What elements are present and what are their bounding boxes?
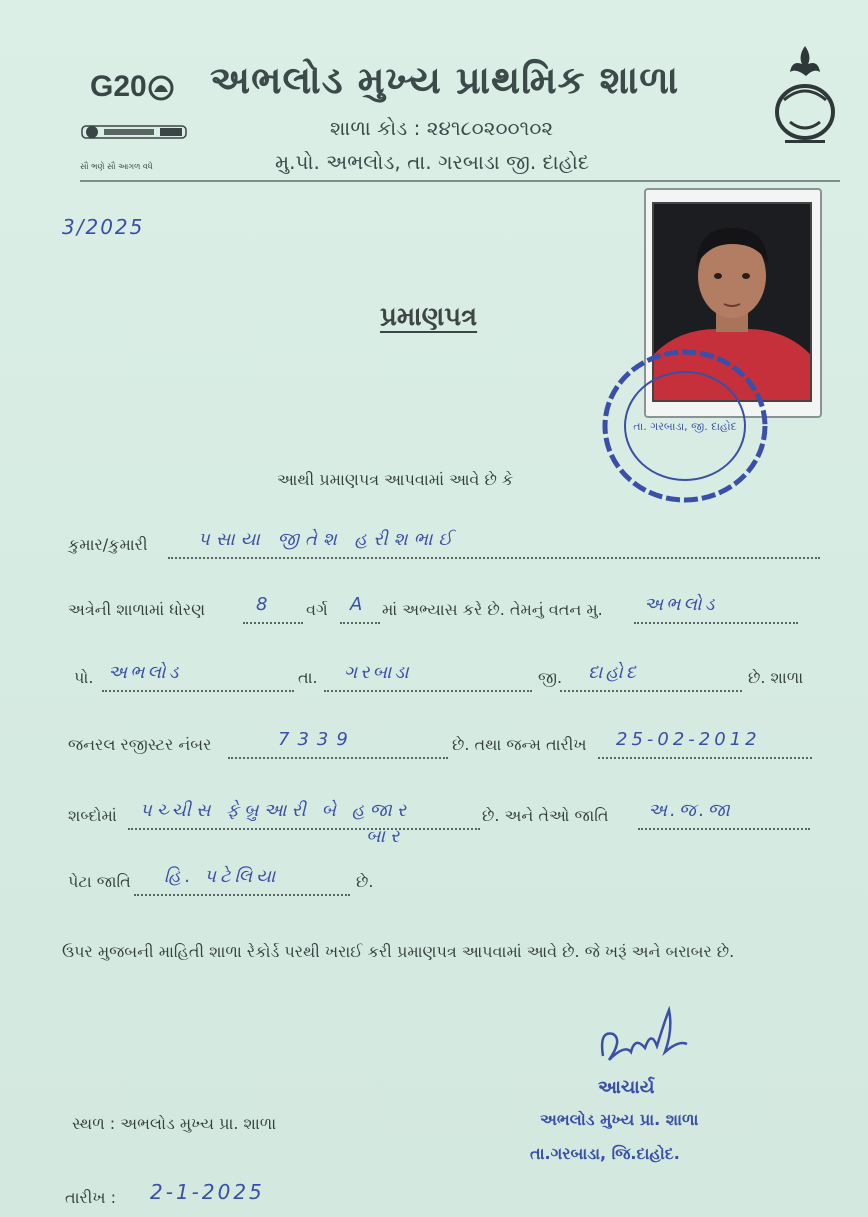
education-campaign-logo	[80, 118, 190, 171]
division-value: A	[350, 594, 363, 615]
g20-logo	[90, 70, 180, 110]
date-value: 2-1-2025	[150, 1180, 265, 1204]
principal-designation: આચાર્ય	[598, 1077, 655, 1098]
school-name: અભલોડ મુખ્ય પ્રાથમિક શાળા	[210, 58, 680, 102]
campaign-emblem-icon	[80, 118, 190, 152]
school-address: મુ.પો. અભલોડ, તા. ગરબાડા જી. દાહોદ	[275, 150, 590, 174]
words-value: પચ્ચીસ ફેબ્રુઆરી બે હજાર	[140, 800, 412, 821]
taluka-value: ગરબાડા	[344, 662, 412, 683]
words-value-line2: બાર	[366, 826, 405, 847]
header-divider	[80, 180, 840, 182]
district-value: દાહોદ	[588, 662, 639, 683]
class-label: અત્રેની શાળામાં ધોરણ	[68, 600, 206, 619]
principal-signature-icon	[595, 1000, 695, 1080]
official-stamp-icon	[600, 346, 770, 506]
subcaste-suffix: છે.	[356, 872, 374, 891]
field-row-class	[68, 594, 828, 630]
po-value: અભલોડ	[108, 662, 182, 683]
words-label: શબ્દોમાં	[68, 806, 117, 825]
caste-value: અ.જ.જા	[648, 800, 733, 821]
gujarat-emblem-icon	[770, 42, 840, 152]
campaign-tagline: સૌ ભણે સૌ આગળ વધે	[80, 162, 153, 171]
dob-value: 25-02-2012	[616, 729, 761, 750]
verification-statement: ઉપર મુજબની માહિતી શાળા રેકોર્ડ પરથી ખરાઈ કરી પ્રમાણપત્ર આપવામાં આવે છે. જે ખરૂં અને બરાબર છે.	[62, 942, 735, 961]
place-line: સ્થળ : અભલોડ મુખ્ય પ્રા. શાળા	[72, 1114, 277, 1133]
subcaste-value: હિ. પટેલિયા	[164, 866, 280, 887]
school-code: શાળા કોડ : ૨૪૧૮૦૨૦૦૧૦૨	[330, 116, 554, 140]
field-row-subcaste	[68, 866, 828, 902]
dob-label: છે. તથા જન્મ તારીખ	[452, 735, 587, 754]
field-row-name	[68, 529, 828, 565]
school-stamp-line1: અભલોડ મુખ્ય પ્રા. શાળા	[540, 1110, 699, 1129]
taluka-label: તા.	[298, 668, 318, 687]
village-value: અભલોડ	[644, 594, 718, 615]
standard-dotted-line	[243, 602, 303, 624]
division-label: વર્ગ	[306, 600, 328, 619]
field-row-address	[68, 662, 828, 698]
register-label: જનરલ રજીસ્ટર નંબર	[68, 735, 212, 754]
standard-value: 8	[256, 594, 268, 615]
caste-label: છે. અને તેઓ જાતિ	[482, 806, 609, 825]
certificate-title: પ્રમાણપત્ર	[380, 302, 478, 332]
po-label: પો.	[74, 668, 94, 687]
field-row-register	[68, 729, 828, 765]
address-suffix: છે. શાળા	[748, 668, 804, 687]
g20-logo-text: G20	[90, 70, 147, 103]
register-value: 7339	[278, 729, 356, 750]
name-label: કુમાર/કુમારી	[68, 535, 148, 554]
name-value: પસાયા જીતેશ હરીશભાઈ	[198, 529, 459, 550]
reference-number: 3/2025	[62, 215, 145, 239]
school-stamp-line2: તા.ગરબાડા, જિ.દાહોદ.	[530, 1144, 680, 1163]
subcaste-label: પેટા જાતિ	[68, 872, 131, 891]
intro-statement: આથી પ્રમાણપત્ર આપવામાં આવે છે કે	[277, 470, 514, 489]
date-label: તારીખ :	[65, 1188, 117, 1207]
class-suffix: માં અભ્યાસ કરે છે. તેમનું વતન મુ.	[382, 600, 603, 619]
field-row-words	[68, 800, 828, 847]
district-label: જી.	[538, 668, 563, 687]
stamp-text: તા. ગરબાડા, જી. દાહોદ	[633, 420, 737, 433]
lotus-icon	[146, 74, 176, 102]
